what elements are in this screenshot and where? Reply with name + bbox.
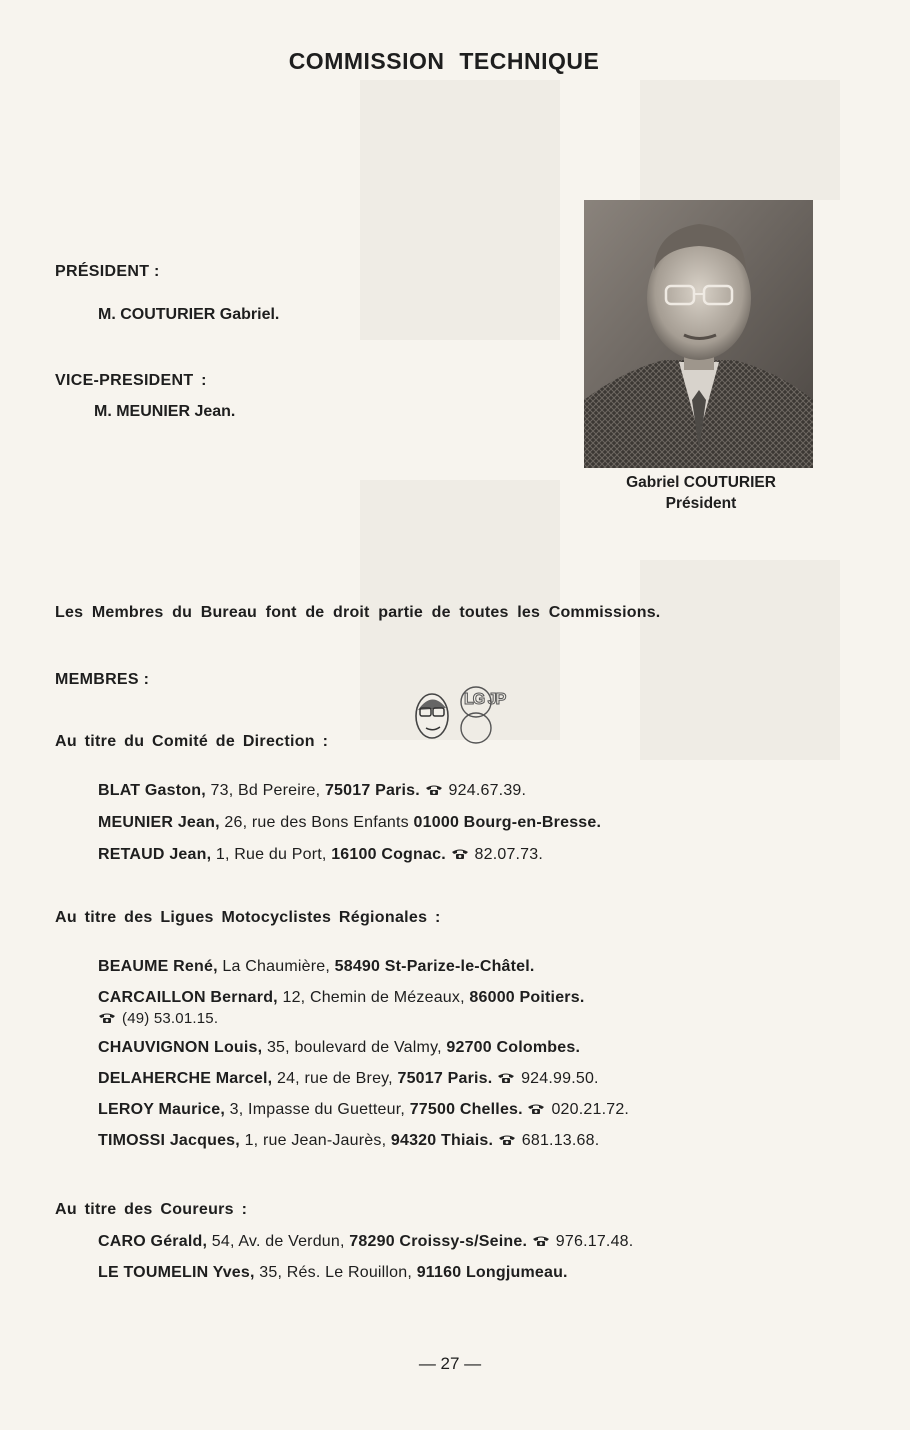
member-entry: DELAHERCHE Marcel, 24, rue de Brey, 75017 Paris. 924.99.50. (98, 1070, 599, 1087)
section-heading-ligues: Au titre des Ligues Motocyclistes Régionales : (55, 909, 441, 926)
photo-caption-name: Gabriel COUTURIER (626, 474, 776, 491)
telephone-icon (497, 1072, 515, 1084)
page-title: COMMISSION TECHNIQUE (288, 48, 600, 74)
member-entry: LE TOUMELIN Yves, 35, Rés. Le Rouillon, 91160 Longjumeau. (98, 1264, 568, 1281)
member-entry: MEUNIER Jean, 26, rue des Bons Enfants 01000 Bourg-en-Bresse. (98, 814, 602, 831)
member-entry: CHAUVIGNON Louis, 35, boulevard de Valmy, 92700 Colombes. (98, 1039, 581, 1056)
bureau-note: Les Membres du Bureau font de droit partie de toutes les Commissions. (55, 604, 661, 621)
telephone-icon (532, 1235, 550, 1247)
logo-text: LG JP (464, 691, 506, 708)
lg-jp-logo (408, 684, 504, 746)
telephone-icon (425, 784, 443, 796)
membres-label: MEMBRES : (55, 671, 150, 688)
president-name: M. COUTURIER Gabriel. (98, 306, 280, 323)
member-entry: BEAUME René, La Chaumière, 58490 St-Parize-le-Châtel. (98, 958, 535, 975)
member-entry: BLAT Gaston, 73, Bd Pereire, 75017 Paris. 924.67.39. (98, 782, 527, 799)
section-heading-coureurs: Au titre des Coureurs : (55, 1201, 248, 1218)
member-entry: LEROY Maurice, 3, Impasse du Guetteur, 77500 Chelles. 020.21.72. (98, 1101, 630, 1118)
show-through-shadow (640, 80, 840, 200)
vice-president-name: M. MEUNIER Jean. (94, 403, 236, 420)
member-entry: TIMOSSI Jacques, 1, rue Jean-Jaurès, 94320 Thiais. 681.13.68. (98, 1132, 600, 1149)
telephone-icon (527, 1103, 545, 1115)
photo-caption-role: Président (665, 495, 737, 512)
portrait-image (584, 200, 813, 468)
telephone-icon (451, 848, 469, 860)
page-number: — 27 — (418, 1354, 482, 1373)
telephone-icon (498, 1134, 516, 1146)
portrait-photo (584, 200, 813, 468)
member-entry: RETAUD Jean, 1, Rue du Port, 16100 Cognac. 82.07.73. (98, 846, 544, 863)
vice-president-label: VICE-PRESIDENT : (55, 372, 207, 389)
member-entry: CARCAILLON Bernard, 12, Chemin de Mézeaux, 86000 Poitiers. (98, 989, 585, 1006)
show-through-shadow (640, 560, 840, 760)
section-heading-comite: Au titre du Comité de Direction : (55, 733, 329, 750)
member-entry-phone: (49) 53.01.15. (98, 1010, 218, 1027)
president-label: PRÉSIDENT : (55, 263, 160, 280)
member-entry: CARO Gérald, 54, Av. de Verdun, 78290 Croissy-s/Seine. 976.17.48. (98, 1233, 634, 1250)
show-through-shadow (360, 80, 560, 340)
telephone-icon (98, 1012, 116, 1024)
